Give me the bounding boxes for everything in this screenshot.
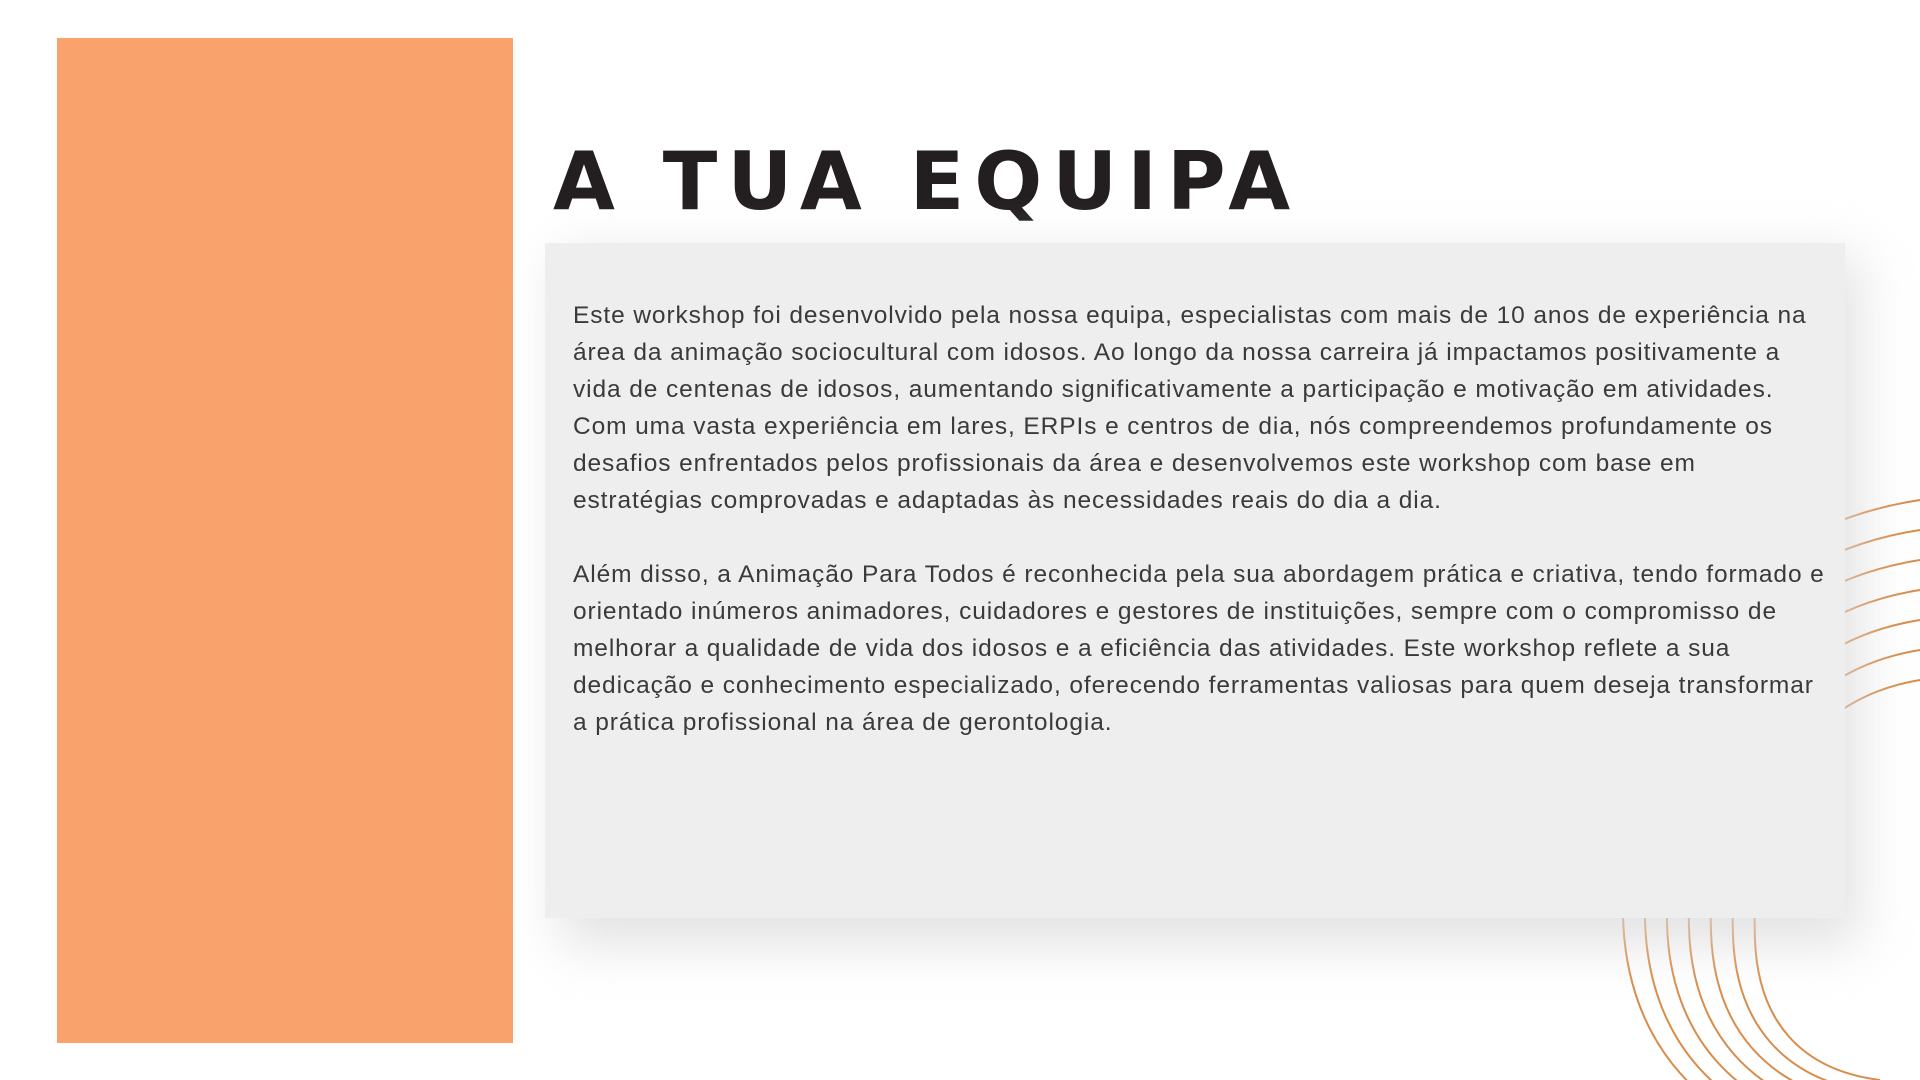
panel-text-content	[573, 297, 1828, 741]
body-paragraph-1: Este workshop foi desenvolvido pela nossa equipa, especialistas com mais de 10 anos de experiência na área da animação sociocultural com idosos. Ao longo da nossa carreira já impactamos positivamente a vida de centenas de idosos, aumentando significativamente a participação e motivação em atividades.	[573, 302, 1807, 403]
body-paragraph-3: Além disso, a Animação Para Todos é reconhecida pela sua abordagem prática e criativa, tendo formado e orientado inúmeros animadores, cuidadores e gestores de instituições, sempre com o compromisso de melhorar a qualidade de vida dos idosos e a eficiência das atividades. Este workshop reflete a sua dedicação e conhecimento especializado, oferecendo ferramentas valiosas para quem deseja transformar a prática profissional na área de gerontologia.	[573, 561, 1825, 736]
body-paragraph-2: Com uma vasta experiência em lares, ERPIs e centros de dia, nós compreendemos profundamente os desafios enfrentados pelos profissionais da área e desenvolvemos este workshop com base em estratégias comprovadas e adaptadas às necessidades reais do dia a dia.	[573, 413, 1773, 514]
orange-decorative-block	[57, 38, 513, 1043]
page-title: A TUA EQUIPA	[553, 134, 1301, 228]
